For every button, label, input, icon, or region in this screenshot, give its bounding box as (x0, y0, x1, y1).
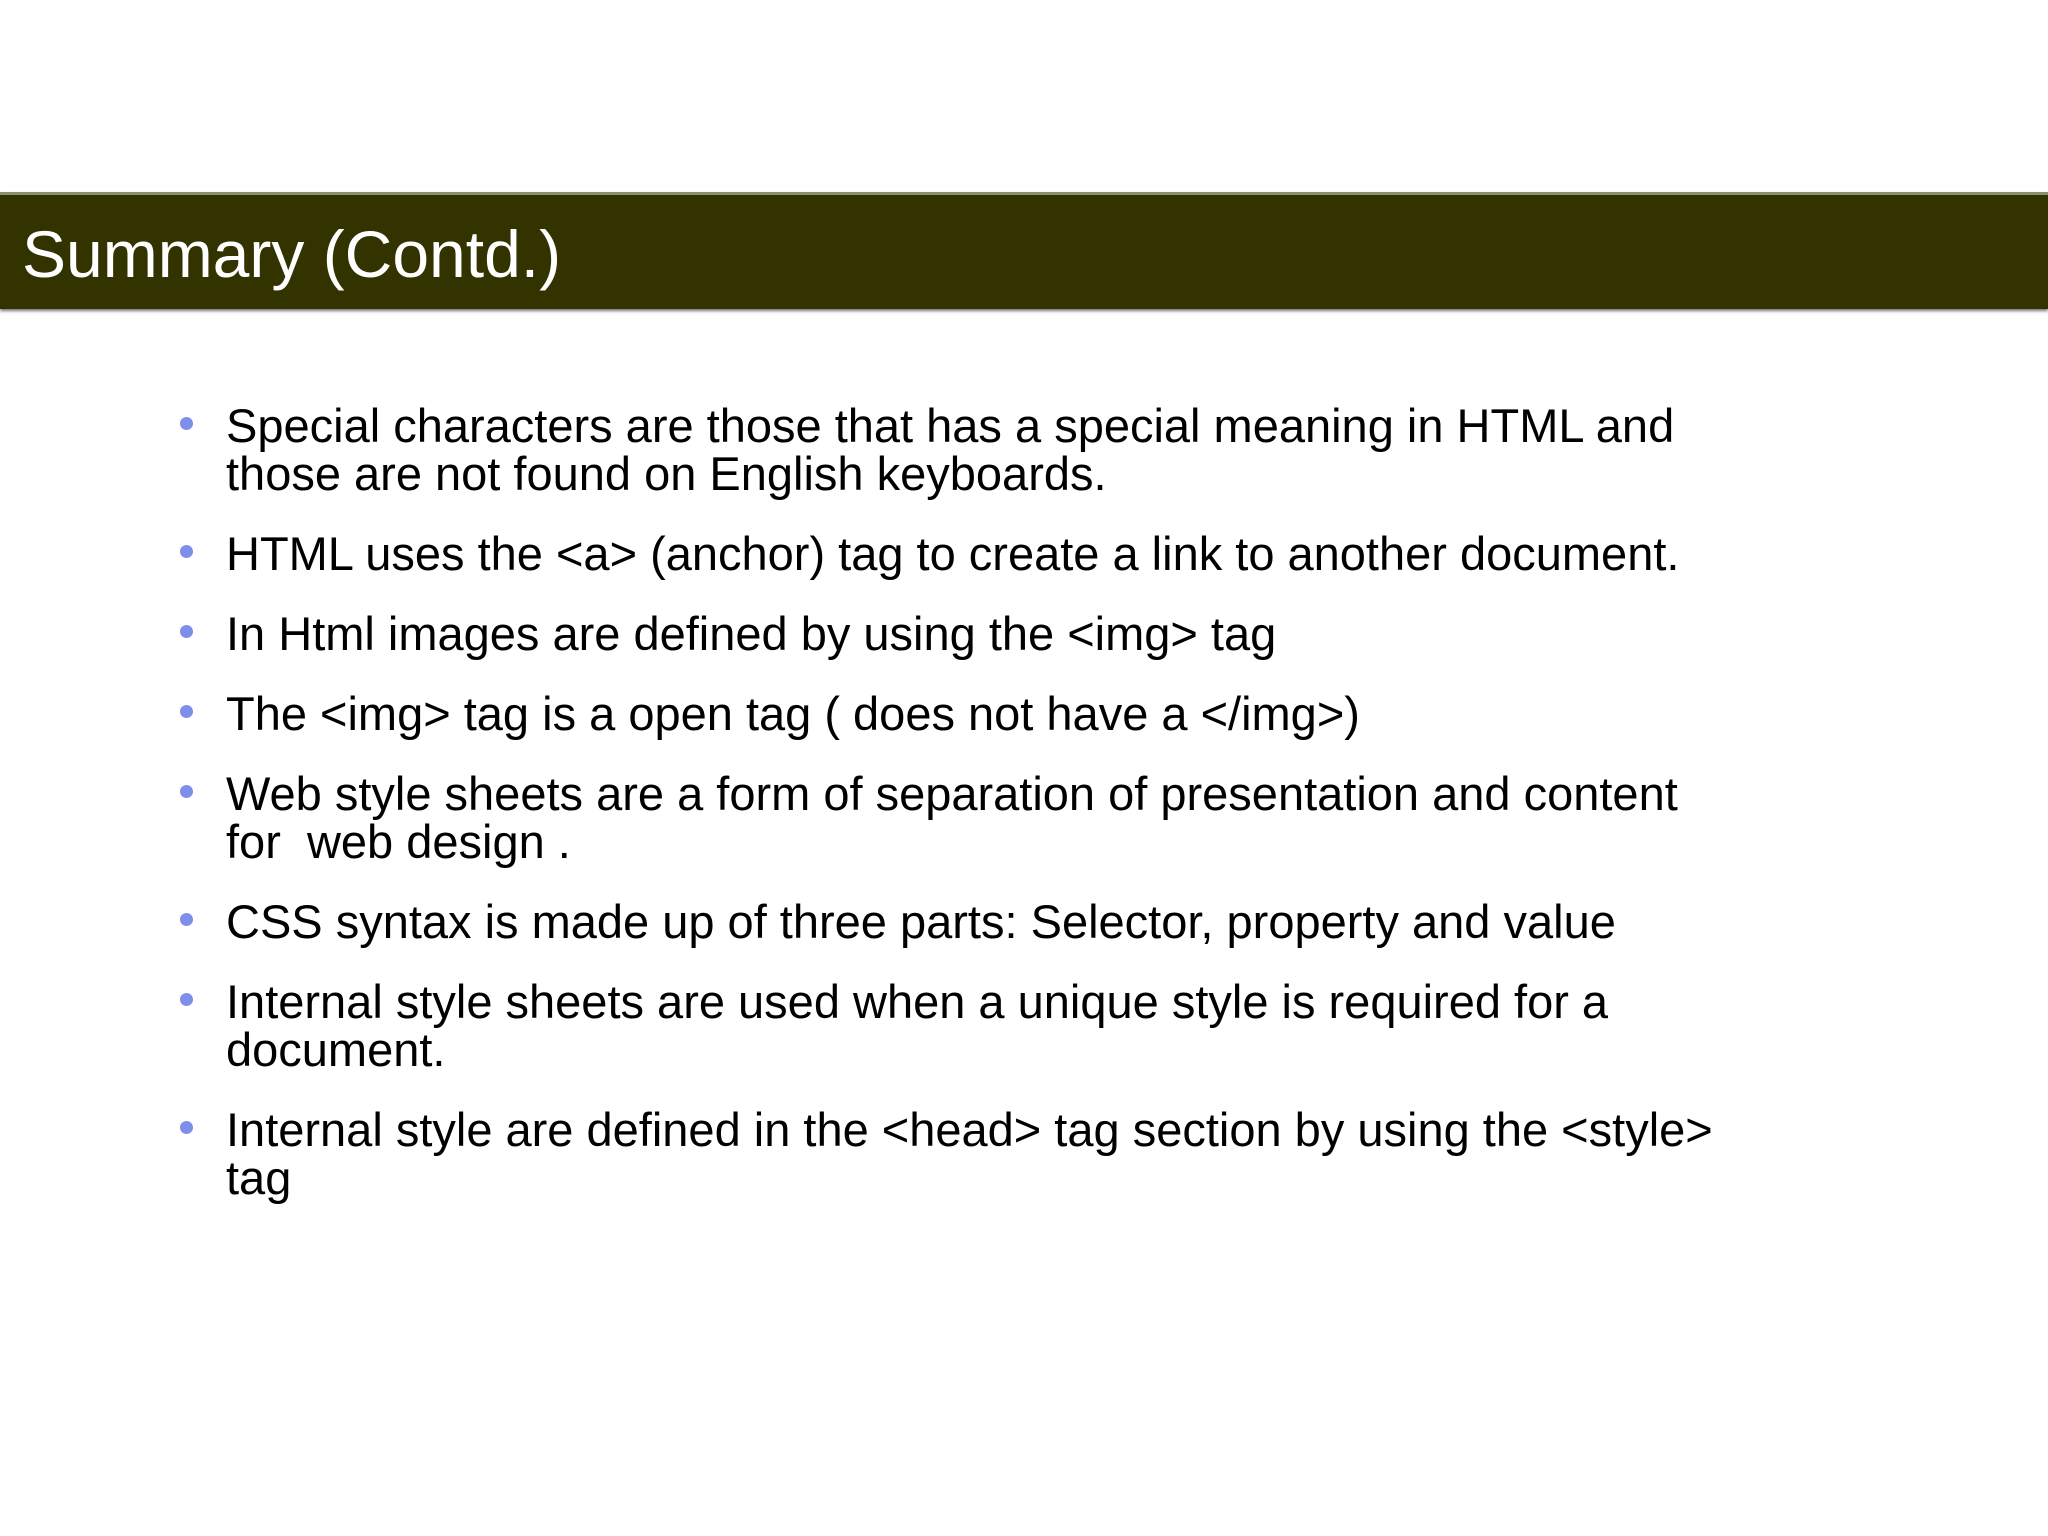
bullet-item (176, 399, 1876, 500)
bullet-text: The <img> tag is a open tag ( does not have a </img>) (226, 687, 1360, 740)
bullet-list (176, 399, 1876, 1234)
bullet-icon (180, 545, 193, 558)
bullet-icon (180, 913, 193, 926)
bullet-text: Web style sheets are a form of separation of presentation and content for web design . (226, 767, 1678, 868)
bullet-text: Special characters are those that has a special meaning in HTML and those are not found on English keyboards. (226, 399, 1675, 500)
bullet-text: Internal style sheets are used when a unique style is required for a document. (226, 975, 1609, 1076)
bullet-item (176, 767, 1876, 868)
bullet-text: HTML uses the <a> (anchor) tag to create a link to another document. (226, 527, 1680, 580)
bullet-text: CSS syntax is made up of three parts: Selector, property and value (226, 895, 1616, 948)
bullet-item (176, 607, 1876, 660)
bullet-item (176, 895, 1876, 948)
bullet-icon (180, 785, 193, 798)
bullet-text: In Html images are defined by using the <img> tag (226, 607, 1277, 660)
bullet-text: Internal style are defined in the <head> tag section by using the <style> tag (226, 1103, 1713, 1204)
slide-title: Summary (Contd.) (22, 217, 562, 291)
bullet-icon (180, 705, 193, 718)
bullet-item (176, 527, 1876, 580)
bullet-icon (180, 1121, 193, 1134)
bullet-item (176, 1103, 1876, 1204)
bullet-icon (180, 417, 193, 430)
bullet-item (176, 687, 1876, 740)
bullet-icon (180, 625, 193, 638)
bullet-icon (180, 993, 193, 1006)
bullet-item (176, 975, 1876, 1076)
title-bar (0, 192, 2048, 309)
